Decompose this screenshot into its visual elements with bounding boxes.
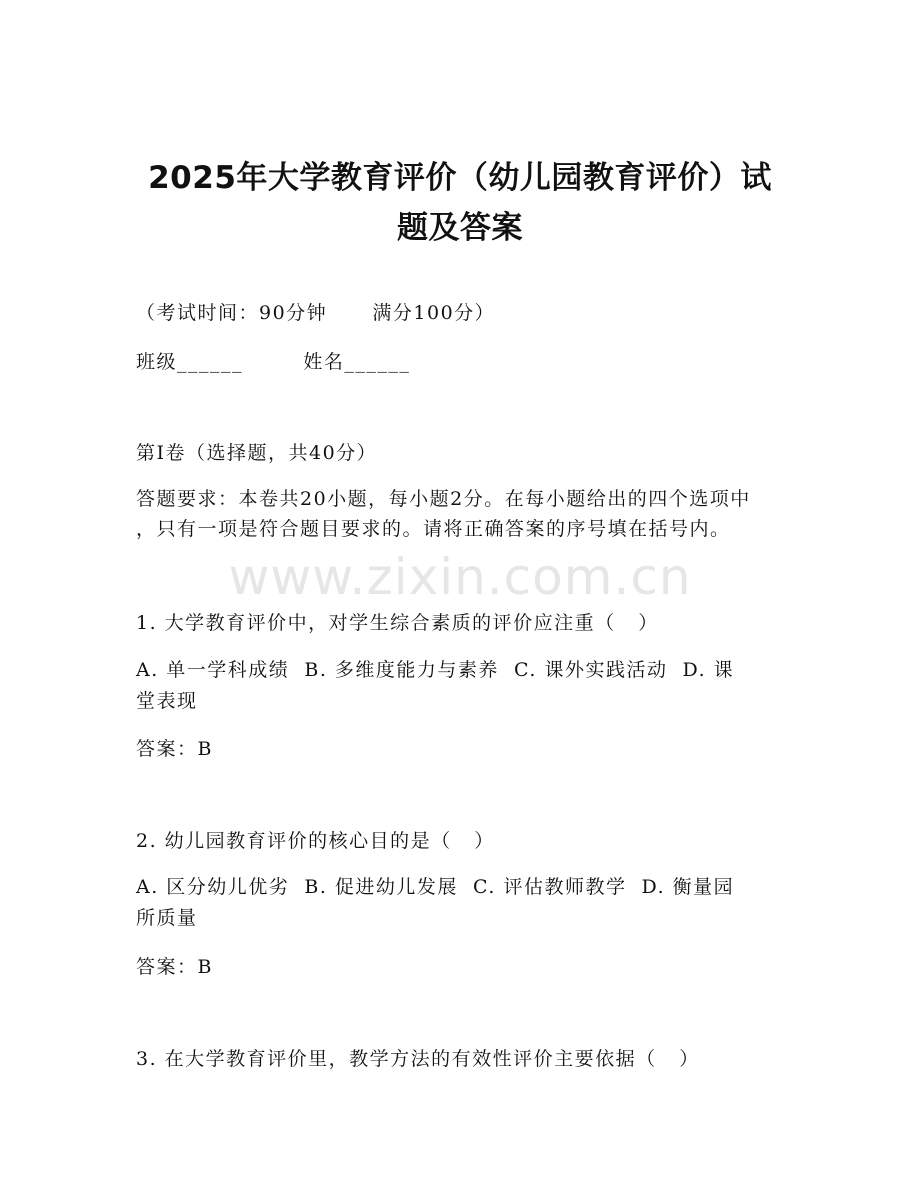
section-header: 第I卷（选择题，共40分） [136, 442, 378, 464]
watermark: www.zixin.com.cn [228, 548, 692, 606]
instructions-line-2: ，只有一项是符合题目要求的。请将正确答案的序号填在括号内。 [136, 518, 731, 540]
question-1-options-line-1: A. 单一学科成绩 B. 多维度能力与素养 C. 课外实践活动 D. 课 [136, 659, 735, 681]
instructions-line-1: 答题要求：本卷共20小题，每小题2分。在每小题给出的四个选项中 [136, 488, 751, 510]
question-1-answer: 答案：B [136, 738, 213, 760]
document-title-line-2: 题及答案 [397, 210, 523, 246]
question-2-answer: 答案：B [136, 956, 213, 978]
question-1-stem: 1. 大学教育评价中，对学生综合素质的评价应注重（ ） [136, 612, 659, 634]
question-1-options-line-2: 堂表现 [136, 690, 198, 712]
document-title-line-1: 2025年大学教育评价（幼儿园教育评价）试 [148, 160, 772, 196]
class-name-fields: 班级______ 姓名______ [136, 351, 411, 373]
question-2-options-line-1: A. 区分幼儿优劣 B. 促进幼儿发展 C. 评估教师教学 D. 衡量园 [136, 876, 735, 898]
question-2-options-line-2: 所质量 [136, 907, 198, 929]
question-3-stem: 3. 在大学教育评价里，教学方法的有效性评价主要依据（ ） [136, 1048, 700, 1070]
question-2-stem: 2. 幼儿园教育评价的核心目的是（ ） [136, 830, 495, 852]
exam-info: （考试时间：90分钟 满分100分） [136, 302, 496, 324]
